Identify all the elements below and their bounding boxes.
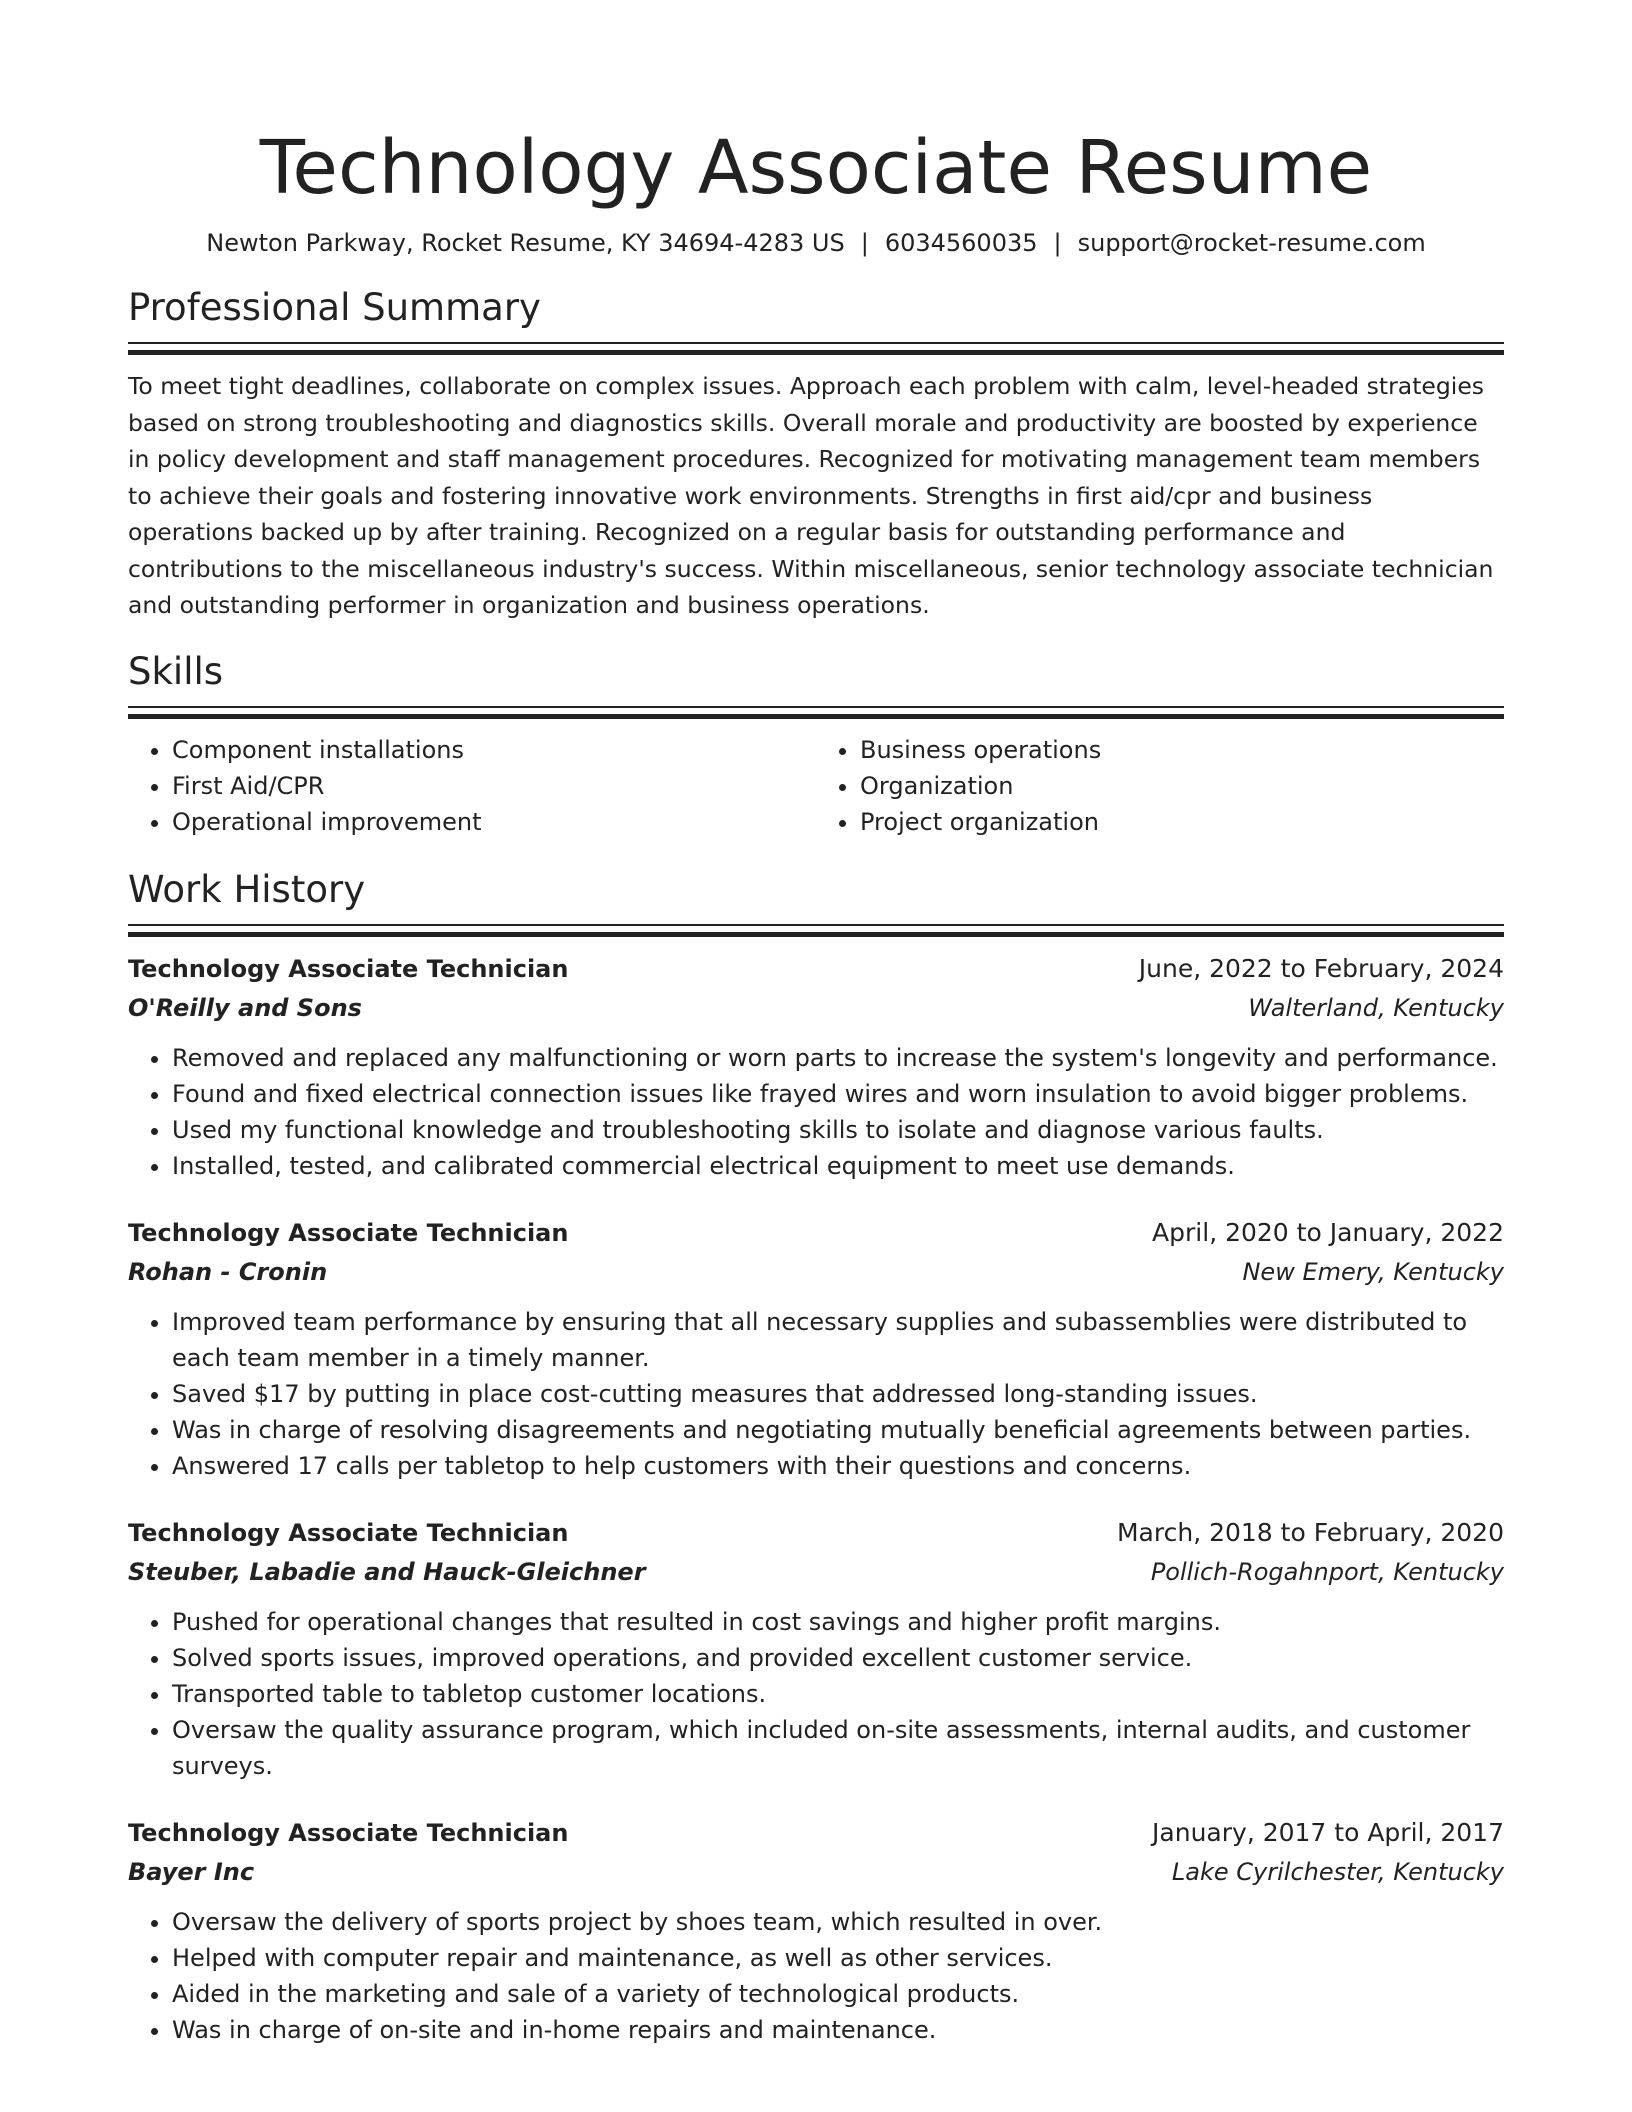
- job-location: New Emery, Kentucky: [1242, 1257, 1504, 1286]
- skill-item: • Project organization: [860, 804, 1504, 840]
- duty-item: • Removed and replaced any malfunctioning or worn parts to increase the system's longevity and performance.: [172, 1040, 1504, 1076]
- skills-left-list: [128, 732, 816, 840]
- duty-item: • Improved team performance by ensuring that all necessary supplies and subassemblies were distributed to each team member in a timely manner.: [172, 1304, 1504, 1376]
- job-entry: [128, 1514, 1504, 1784]
- duty-item: • Installed, tested, and calibrated commercial electrical equipment to meet use demands.: [172, 1148, 1504, 1184]
- duty-item: • Aided in the marketing and sale of a variety of technological products.: [172, 1976, 1504, 2012]
- job-company-row: [128, 1252, 1504, 1292]
- summary-heading: Professional Summary: [128, 286, 541, 329]
- job-entry: [128, 1814, 1504, 2048]
- duty-item: • Saved $17 by putting in place cost-cutting measures that addressed long-standing issues.: [172, 1376, 1504, 1412]
- contact-phone: 6034560035: [884, 229, 1038, 257]
- job-header-row: [128, 1814, 1504, 1852]
- job-dates: January, 2017 to April, 2017: [1152, 1817, 1504, 1847]
- job-title: Technology Associate Technician: [128, 1818, 569, 1847]
- summary-section: [128, 284, 1504, 624]
- job-location: Pollich-Rogahnport, Kentucky: [1150, 1557, 1504, 1586]
- job-entry: [128, 950, 1504, 1184]
- duty-item: • Used my functional knowledge and troubleshooting skills to isolate and diagnose various faults.: [172, 1112, 1504, 1148]
- job-header-row: [128, 1514, 1504, 1552]
- duty-item: • Oversaw the quality assurance program, which included on-site assessments, internal audits, and customer surveys.: [172, 1712, 1504, 1784]
- job-duties: [128, 1604, 1504, 1784]
- job-dates: April, 2020 to January, 2022: [1152, 1217, 1504, 1247]
- job-dates: June, 2022 to February, 2024: [1138, 953, 1504, 983]
- section-divider: [128, 924, 1504, 936]
- skill-item: • Organization: [860, 768, 1504, 804]
- work-heading: Work History: [128, 867, 366, 911]
- job-title: Technology Associate Technician: [128, 1218, 569, 1247]
- job-company: O'Reilly and Sons: [128, 993, 362, 1022]
- work-section: [128, 866, 1504, 2048]
- job-dates: March, 2018 to February, 2020: [1116, 1517, 1504, 1547]
- contact-separator: |: [1053, 229, 1062, 257]
- job-company: Steuber, Labadie and Hauck-Gleichner: [128, 1557, 646, 1586]
- resume-page: [128, 0, 1504, 2048]
- duty-item: • Answered 17 calls per tabletop to help customers with their questions and concerns.: [172, 1448, 1504, 1484]
- job-company-row: [128, 1552, 1504, 1592]
- summary-text: To meet tight deadlines, collaborate on complex issues. Approach each problem with calm, level-headed strategies based on strong troubleshooting and diagnostics skills. Overall morale and productivity are boosted by experience in policy development and staff management procedures. Recognized for motivating management team members to achieve their goals and fostering innovative work environments. Strengths in first aid/cpr and business operations backed up by after training. Recognized on a regular basis for outstanding performance and contributions to the miscellaneous industry's success. Within miscellaneous, senior technology associate technician and outstanding performer in organization and business operations.: [128, 372, 1494, 619]
- duty-item: • Helped with computer repair and maintenance, as well as other services.: [172, 1940, 1504, 1976]
- job-title: Technology Associate Technician: [128, 954, 569, 983]
- duty-item: • Solved sports issues, improved operations, and provided excellent customer service.: [172, 1640, 1504, 1676]
- contact-line: [128, 226, 1504, 260]
- duty-item: • Transported table to tabletop customer locations.: [172, 1676, 1504, 1712]
- contact-separator: |: [860, 229, 869, 257]
- contact-email: support@rocket-resume.com: [1077, 229, 1426, 257]
- duty-item: • Oversaw the delivery of sports project by shoes team, which resulted in over.: [172, 1904, 1504, 1940]
- job-header-row: [128, 950, 1504, 988]
- skill-item: • First Aid/CPR: [172, 768, 816, 804]
- duty-item: • Was in charge of resolving disagreements and negotiating mutually beneficial agreements between parties.: [172, 1412, 1504, 1448]
- skills-right-list: [816, 732, 1504, 840]
- skill-item: • Operational improvement: [172, 804, 816, 840]
- section-divider: [128, 706, 1504, 718]
- job-title: Technology Associate Technician: [128, 1518, 569, 1547]
- job-location: Lake Cyrilchester, Kentucky: [1171, 1857, 1504, 1886]
- duty-item: • Was in charge of on-site and in-home repairs and maintenance.: [172, 2012, 1504, 2048]
- skills-heading: Skills: [128, 649, 224, 693]
- job-company: Rohan - Cronin: [128, 1257, 328, 1286]
- job-entry: [128, 1214, 1504, 1484]
- job-company-row: [128, 988, 1504, 1028]
- job-company-row: [128, 1852, 1504, 1892]
- resume-title: Technology Associate Resume: [259, 125, 1373, 211]
- skills-section: [128, 648, 1504, 840]
- section-divider: [128, 342, 1504, 354]
- job-header-row: [128, 1214, 1504, 1252]
- job-duties: [128, 1304, 1504, 1484]
- job-location: Walterland, Kentucky: [1248, 993, 1504, 1022]
- job-company: Bayer Inc: [128, 1857, 255, 1886]
- duty-item: • Found and fixed electrical connection issues like frayed wires and worn insulation to avoid bigger problems.: [172, 1076, 1504, 1112]
- skill-item: • Business operations: [860, 732, 1504, 768]
- skill-item: • Component installations: [172, 732, 816, 768]
- contact-address: Newton Parkway, Rocket Resume, KY 34694-4283 US: [206, 229, 845, 257]
- duty-item: • Pushed for operational changes that resulted in cost savings and higher profit margins.: [172, 1604, 1504, 1640]
- job-duties: [128, 1904, 1504, 2048]
- skills-grid: [128, 732, 1504, 840]
- job-duties: [128, 1040, 1504, 1184]
